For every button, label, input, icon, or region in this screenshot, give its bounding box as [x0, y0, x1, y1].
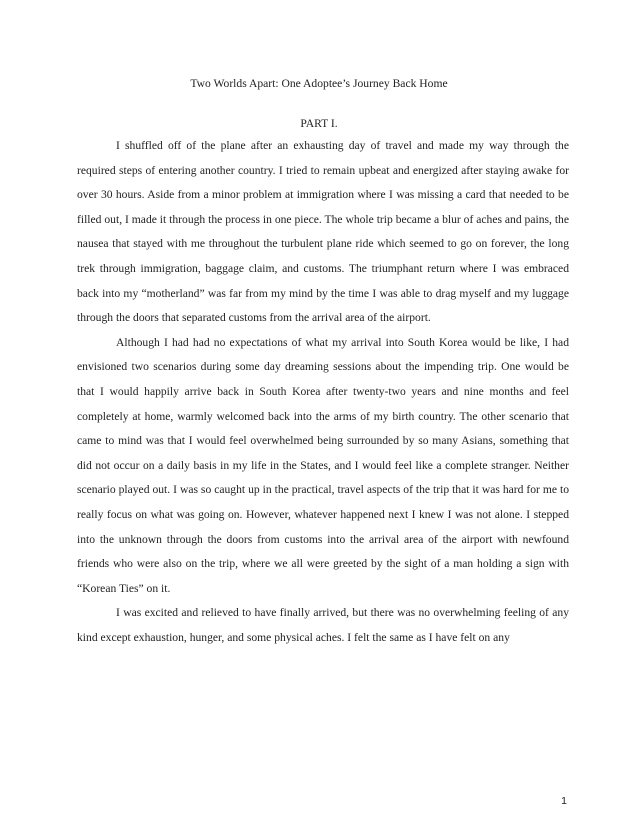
document-body — [77, 134, 569, 650]
paragraph: I was excited and relieved to have finally arrived, but there was no overwhelming feeling of any kind except exhaustion, hunger, and some physical aches. I felt the same as I have felt on any — [77, 606, 569, 644]
paragraph: I shuffled off of the plane after an exhausting day of travel and made my way through the required steps of entering another country. I tried to remain upbeat and energized after staying awake for over 30 hours. Aside from a minor problem at immigration where I was missing a card that needed to be filled out, I made it through the process in one piece. The whole trip became a blur of aches and pains, the nausea that stayed with me throughout the turbulent plane ride which seemed to go on forever, the long trek through immigration, baggage claim, and customs. The triumphant return where I was embraced back into my “motherland” was far from my mind by the time I was able to drag myself and my luggage through the doors that separated customs from the arrival area of the airport. — [77, 139, 569, 325]
part-heading: PART I. — [300, 117, 338, 130]
page-number: 1 — [561, 795, 567, 807]
document-title: Two Worlds Apart: One Adoptee’s Journey Back Home — [190, 77, 448, 90]
paragraph: Although I had had no expectations of what my arrival into South Korea would be like, I had envisioned two scenarios during some day dreaming sessions about the impending trip. One would be that I would happily arrive back in South Korea after twenty-two years and nine months and feel completely at home, warmly welcomed back into the arms of my birth country. The other scenario that came to mind was that I would feel overwhelmed being surrounded by so many Asians, something that did not occur on a daily basis in my life in the States, and I would feel like a complete stranger. Neither scenario played out. I was so caught up in the practical, travel aspects of the trip that it was hard for me to really focus on what was going on. However, whatever happened next I knew I was not alone. I stepped into the unknown through the doors from customs into the arrival area of the airport with newfound friends who were also on the trip, where we all were greeted by the sight of a man holding a sign with “Korean Ties” on it. — [77, 335, 569, 595]
